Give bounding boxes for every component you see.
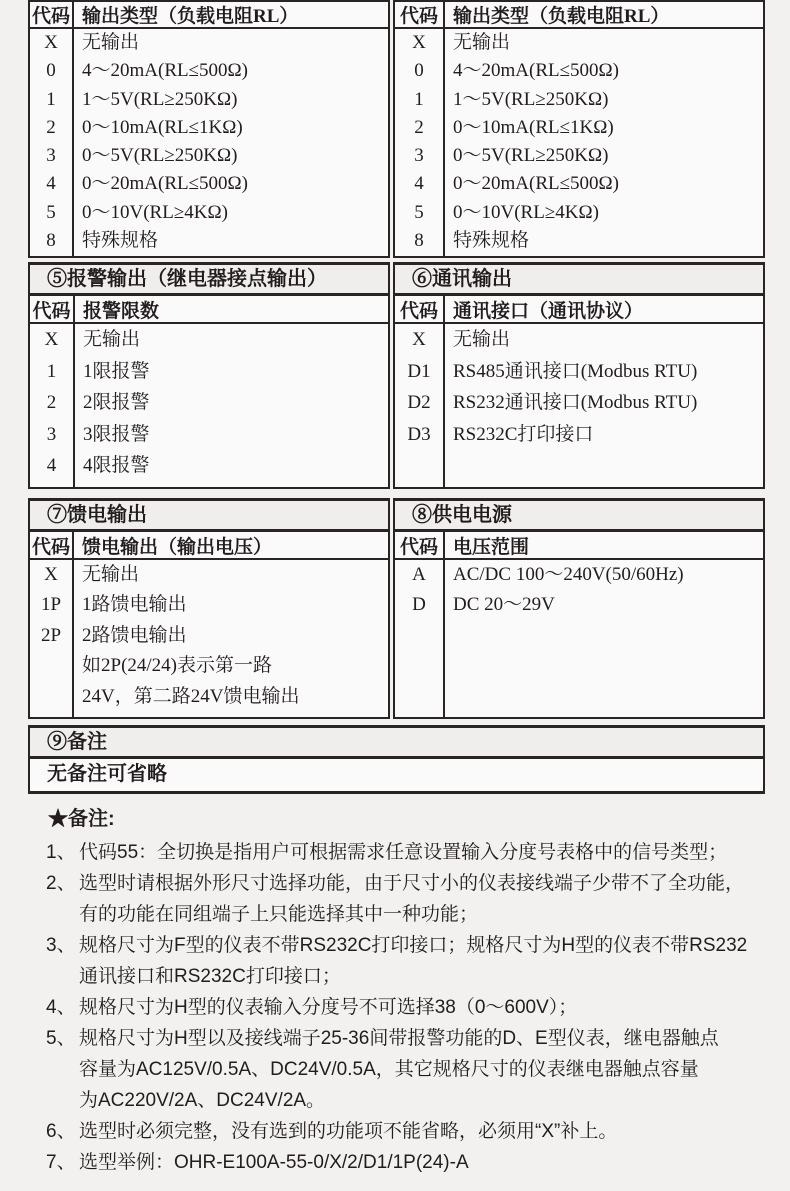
code-cell: 1 [414, 88, 424, 110]
note-body [79, 1116, 765, 1147]
table-body [30, 324, 388, 487]
code-column [30, 560, 74, 717]
table-body [395, 560, 763, 717]
note-line: 有的功能在同组端子上只能选择其中一种功能； [79, 904, 479, 925]
desc-cell: 0～10V(RL≥4KΩ) [82, 201, 228, 223]
desc-column [445, 29, 763, 256]
desc-cell: 无输出 [83, 329, 141, 350]
desc-cell: 0～5V(RL≥250KΩ) [82, 145, 238, 167]
desc-cell: 特殊规格 [82, 230, 159, 252]
desc-cell: 2限报警 [83, 392, 150, 414]
desc-column [75, 324, 388, 487]
desc-cell: 4～20mA(RL≤500Ω) [453, 60, 619, 82]
note-number: 7、 [46, 1152, 76, 1173]
desc-cell: 1限报警 [83, 360, 150, 382]
desc-cell: 24V，第二路24V馈电输出 [82, 685, 300, 707]
note-number: 3、 [46, 935, 76, 956]
code-cell: X [412, 329, 426, 350]
code-cell: D3 [407, 423, 431, 445]
code-cell: 0 [46, 60, 56, 82]
section-bands-7-8 [28, 498, 765, 532]
note-body [79, 837, 765, 868]
note-line: 为AC220V/2A、DC24V/2A。 [79, 1090, 326, 1111]
note-item-2 [46, 868, 765, 930]
table-body [30, 560, 388, 717]
table-header-row [395, 296, 763, 324]
note-body [79, 1023, 765, 1116]
note-number: 6、 [46, 1121, 76, 1142]
code-cell: 2 [414, 116, 424, 138]
section-band-remark: ⑨备注 [28, 725, 765, 759]
table-header-row [30, 2, 388, 29]
desc-cell: 0～5V(RL≥250KΩ) [453, 145, 609, 167]
desc-header-cell: 报警限数 [83, 300, 160, 322]
table-body [30, 29, 388, 256]
table-body [395, 324, 763, 487]
note-body [79, 868, 765, 930]
note-line: 规格尺寸为H型以及接线端子25-36间带报警功能的D、E型仪表，继电器触点 [79, 1028, 719, 1049]
code-column [395, 560, 445, 717]
desc-cell: 0～10mA(RL≤1KΩ) [82, 116, 243, 138]
code-header-cell: 代码 [30, 296, 75, 322]
code-cell: A [412, 564, 426, 585]
section-band-feed: ⑦馈电输出 [28, 498, 390, 532]
table-header-row [395, 2, 763, 29]
table-body [395, 29, 763, 256]
desc-cell: 0～10mA(RL≤1KΩ) [453, 116, 614, 138]
code-cell: 1 [46, 88, 56, 110]
code-cell: 2 [46, 392, 57, 414]
code-cell: 2P [40, 624, 62, 646]
desc-cell: 如2P(24/24)表示第一路 [82, 655, 273, 677]
output-type-table-right [393, 0, 765, 258]
desc-cell: 无输出 [453, 329, 511, 350]
section-band-alarm: ⑤报警输出（继电器接点输出） [28, 262, 390, 296]
desc-cell: 无输出 [82, 32, 140, 53]
desc-cell: 1～5V(RL≥250KΩ) [453, 88, 609, 110]
code-cell: 8 [414, 230, 424, 252]
code-cell: 3 [46, 145, 56, 167]
comm-table [393, 296, 765, 489]
code-column [30, 324, 75, 487]
power-table [393, 532, 765, 719]
desc-cell: 1～5V(RL≥250KΩ) [82, 88, 238, 110]
desc-cell: 1路馈电输出 [82, 594, 187, 616]
output-type-table-left [28, 0, 390, 258]
desc-cell: 4～20mA(RL≤500Ω) [82, 60, 248, 82]
table-header-row [30, 296, 388, 324]
tables-7-8 [28, 532, 765, 719]
code-cell: 8 [46, 230, 56, 252]
code-cell: X [44, 32, 58, 53]
note-line: 选型举例：OHR-E100A-55-0/X/2/D1/1P(24)-A [79, 1152, 469, 1173]
desc-cell: 2路馈电输出 [82, 624, 187, 646]
note-body [79, 930, 765, 992]
code-column [395, 29, 445, 256]
note-number: 1、 [46, 842, 76, 863]
note-line: 选型时必须完整，没有选到的功能项不能省略，必须用“X”补上。 [79, 1121, 618, 1142]
note-item-4 [46, 992, 765, 1023]
code-cell: D [412, 594, 426, 616]
code-cell: X [44, 564, 58, 585]
desc-cell: 特殊规格 [453, 230, 530, 252]
code-cell: 1 [46, 360, 57, 382]
note-line: 规格尺寸为H型的仪表输入分度号不可选择38（0～600V）； [79, 997, 578, 1018]
note-number: 4、 [46, 997, 76, 1018]
code-header-cell: 代码 [30, 2, 74, 27]
code-cell: X [412, 32, 426, 53]
desc-column [74, 560, 388, 717]
note-item-3 [46, 930, 765, 992]
code-cell: D2 [407, 392, 431, 414]
note-line: 容量为AC125V/0.5A、DC24V/0.5A，其它规格尺寸的仪表继电器触点容量 [79, 1059, 699, 1080]
code-header-cell: 代码 [395, 532, 445, 558]
alarm-table [28, 296, 390, 489]
section-bands-5-6 [28, 262, 765, 296]
table-header-row [30, 532, 388, 560]
desc-header-cell: 电压范围 [453, 536, 530, 558]
remark-content-row: 无备注可省略 [28, 759, 765, 794]
code-cell: D1 [407, 360, 431, 382]
desc-header-cell: 馈电输出（输出电压） [82, 536, 273, 558]
tables-5-6 [28, 296, 765, 489]
section-band-comm: ⑥通讯输出 [393, 262, 765, 296]
code-cell: 4 [46, 455, 57, 477]
desc-cell: 4限报警 [83, 455, 150, 477]
note-body [79, 992, 765, 1023]
desc-cell: 3限报警 [83, 423, 150, 445]
code-cell: 4 [46, 173, 56, 195]
output-type-tables [28, 0, 765, 258]
code-header-cell: 代码 [30, 532, 74, 558]
note-body [79, 1147, 765, 1178]
desc-cell: AC/DC 100～240V(50/60Hz) [453, 564, 684, 585]
code-cell: 4 [414, 173, 424, 195]
desc-cell: DC 20～29V [453, 594, 555, 616]
desc-cell: 无输出 [453, 32, 511, 53]
code-cell: 0 [414, 60, 424, 82]
note-line: 代码55：全切换是指用户可根据需求任意设置输入分度号表格中的信号类型； [79, 842, 728, 863]
note-number: 2、 [46, 873, 76, 894]
note-number: 5、 [46, 1028, 76, 1049]
note-item-5 [46, 1023, 765, 1116]
desc-column [74, 29, 388, 256]
code-cell [30, 651, 72, 681]
notes-list [46, 837, 765, 1178]
note-item-7 [46, 1147, 765, 1178]
desc-header-cell: 通讯接口（通讯协议） [453, 300, 644, 322]
code-cell: 2 [46, 116, 56, 138]
code-column [30, 29, 74, 256]
note-line: 规格尺寸为F型的仪表不带RS232C打印接口；规格尺寸为H型的仪表不带RS232 [79, 935, 748, 956]
desc-cell: RS232C打印接口 [453, 423, 594, 445]
code-header-cell: 代码 [395, 296, 445, 322]
feed-table [28, 532, 390, 719]
code-cell: 3 [46, 423, 57, 445]
notes-title: ★备注: [48, 808, 115, 830]
code-cell [30, 682, 72, 712]
desc-header-cell: 输出类型（负载电阻RL） [453, 6, 670, 27]
desc-cell: 无输出 [82, 564, 140, 585]
code-cell: X [44, 329, 59, 350]
desc-column [445, 560, 763, 717]
note-item-1 [46, 837, 765, 868]
note-line: 通讯接口和RS232C打印接口； [79, 966, 341, 987]
desc-cell: 0～20mA(RL≤500Ω) [82, 173, 248, 195]
desc-cell: 0～10V(RL≥4KΩ) [453, 201, 599, 223]
code-cell: 5 [414, 201, 424, 223]
code-cell: 1P [40, 594, 62, 616]
desc-header-cell: 输出类型（负载电阻RL） [82, 6, 299, 27]
desc-cell: RS232通讯接口(Modbus RTU) [453, 392, 698, 414]
code-cell: 3 [414, 145, 424, 167]
desc-cell: 0～20mA(RL≤500Ω) [453, 173, 619, 195]
note-line: 选型时请根据外形尺寸选择功能，由于尺寸小的仪表接线端子少带不了全功能， [79, 873, 745, 894]
section-band-power: ⑧供电电源 [393, 498, 765, 532]
table-header-row [395, 532, 763, 560]
desc-cell: RS485通讯接口(Modbus RTU) [453, 360, 698, 382]
note-item-6 [46, 1116, 765, 1147]
code-column [395, 324, 445, 487]
desc-column [445, 324, 763, 487]
code-cell: 5 [46, 201, 56, 223]
code-header-cell: 代码 [395, 2, 445, 27]
